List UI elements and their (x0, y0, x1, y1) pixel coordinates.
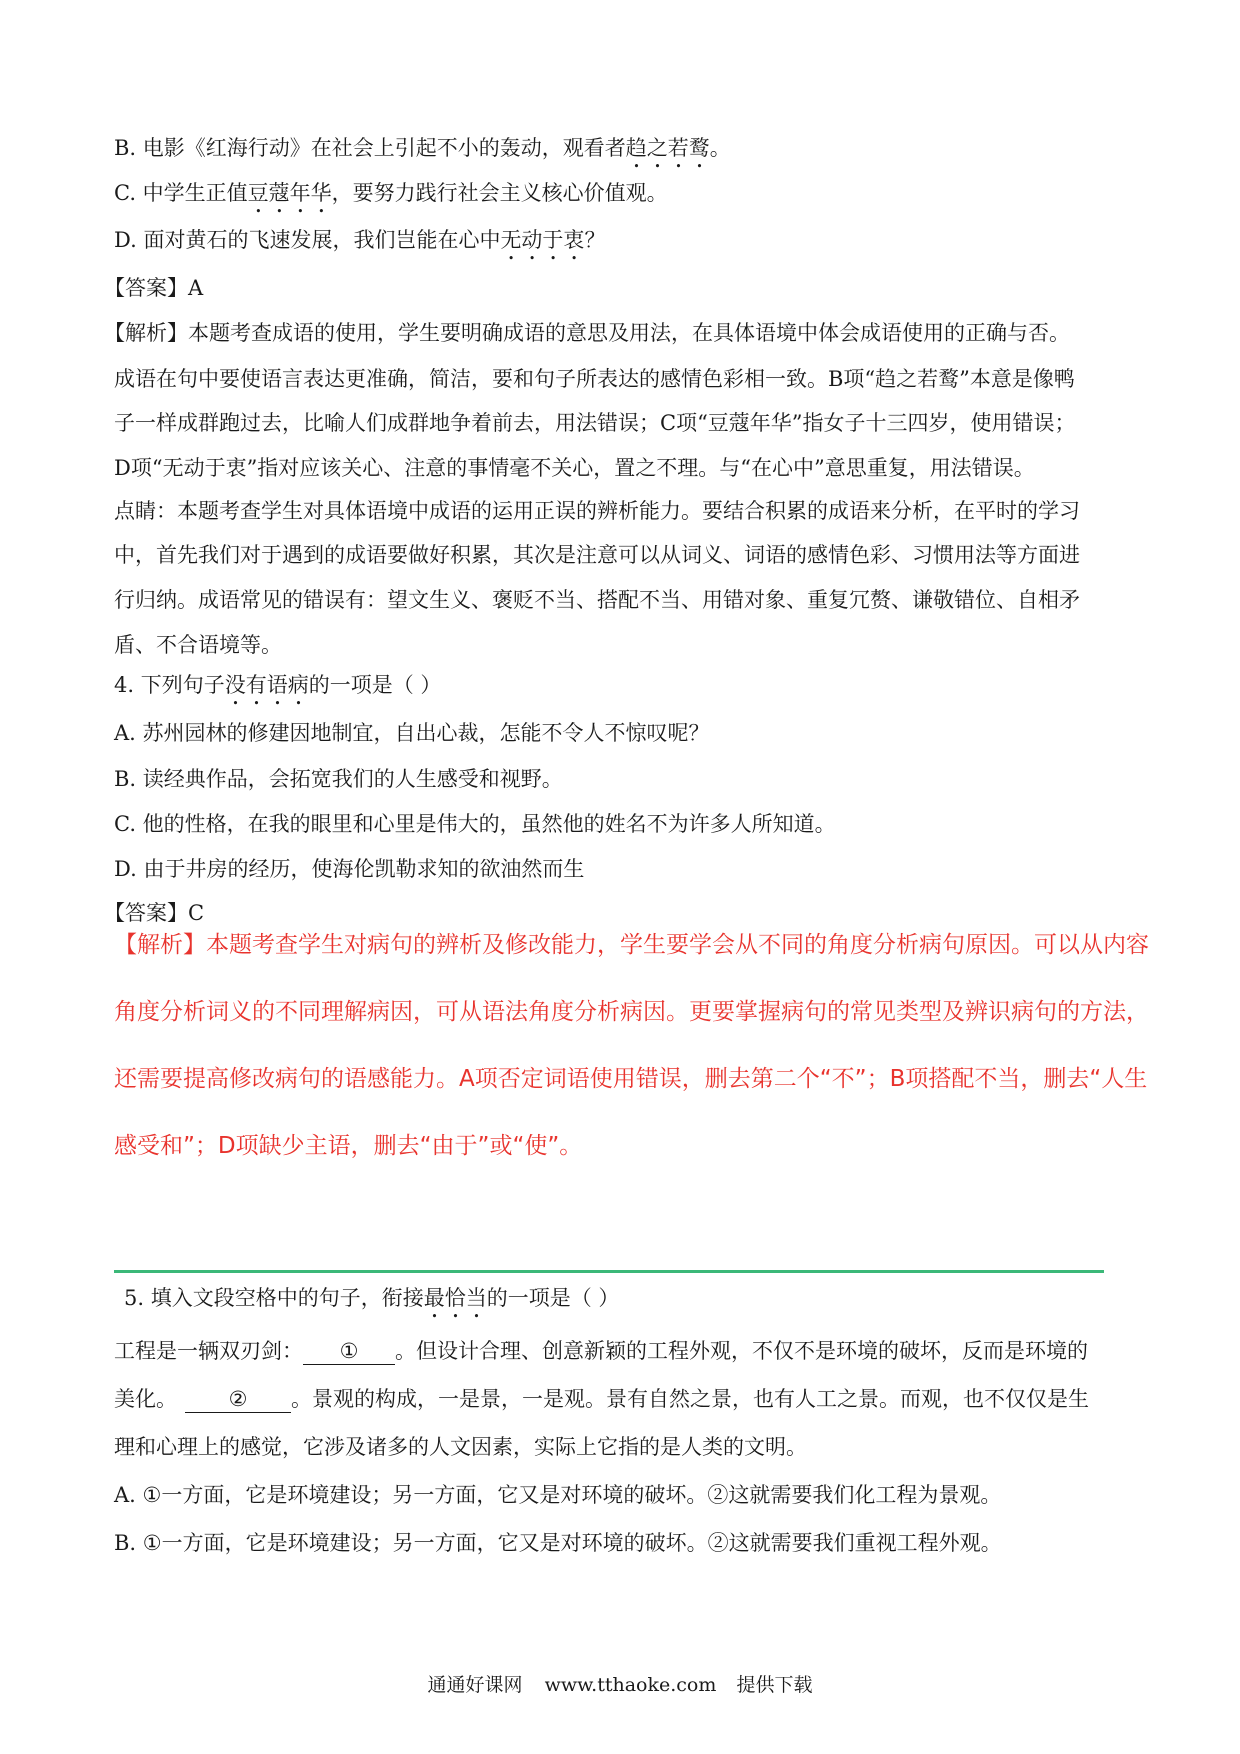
divider-rule (114, 1270, 1104, 1273)
answer-q3: 【答案】A (104, 276, 204, 300)
option-d-q4: D. 由于井房的经历，使海伦凯勒求知的欲油然而生 (114, 857, 585, 881)
emphasis-idiom: 无动于衷 (500, 228, 585, 252)
question-4-stem: 4. 下列句子没有语病的一项是（ ） (114, 673, 442, 697)
analysis-line: 【解析】本题考查学生对病句的辨析及修改能力，学生要学会从不同的角度分析病句原因。可以从内容 (114, 932, 1149, 958)
analysis-line: 中，首先我们对于遇到的成语要做好积累，其次是注意可以从词义、词语的感情色彩、习惯用法等方面进 (114, 543, 1080, 567)
blank-1: ① (303, 1338, 395, 1365)
option-b-q3: B. 电影《红海行动》在社会上引起不小的轰动，观看者趋之若鹜。 (114, 136, 731, 160)
analysis-line: 盾、不合语境等。 (114, 633, 282, 657)
blank-2: ② (185, 1386, 291, 1413)
footer-note: 提供下载 (736, 1674, 813, 1696)
emphasis-phrase: 没有语病 (224, 673, 309, 697)
analysis-line: 感受和”；D项缺少主语，删去“由于”或“使”。 (114, 1133, 583, 1159)
option-d-q3: D. 面对黄石的飞速发展，我们岂能在心中无动于衷？ (114, 228, 606, 252)
question-5-stem: 5. 填入文段空格中的句子，衔接最恰当的一项是（ ） (124, 1286, 620, 1310)
analysis-line: D项“无动于衷”指对应该关心、注意的事情毫不关心，置之不理。与“在心中”意思重复，用法错误。 (114, 456, 1035, 480)
option-b-q4: B. 读经典作品，会拓宽我们的人生感受和视野。 (114, 767, 563, 791)
analysis-line: 点睛：本题考查学生对具体语境中成语的运用正误的辨析能力。要结合积累的成语来分析，在平时的学习 (114, 499, 1080, 523)
page-footer (0, 1670, 1240, 1697)
footer-url[interactable]: www.tthaoke.com (544, 1674, 717, 1696)
option-c-q4: C. 他的性格，在我的眼里和心里是伟大的，虽然他的姓名不为许多人所知道。 (114, 812, 836, 836)
emphasis-phrase: 最恰当 (423, 1286, 487, 1310)
option-c-q3: C. 中学生正值豆蔻年华，要努力践行社会主义核心价值观。 (114, 181, 668, 205)
analysis-line: 角度分析词义的不同理解病因，可从语法角度分析病因。更要掌握病句的常见类型及辨识病句的方法， (114, 999, 1149, 1025)
emphasis-idiom: 豆蔻年华 (247, 181, 332, 205)
answer-q4: 【答案】C (104, 901, 205, 925)
footer-site-name: 通通好课网 (427, 1674, 523, 1696)
option-a-q5: A. ①一方面，它是环境建设；另一方面，它又是对环境的破坏。②这就需要我们化工程为景观。 (114, 1483, 1002, 1507)
analysis-line: 子一样成群跑过去，比喻人们成群地争着前去，用法错误；C项“豆蔻年华”指女子十三四岁，使用错误； (114, 411, 1076, 435)
analysis-q4-red (114, 925, 1149, 1193)
passage-line: 工程是一辆双刃剑： ① 。但设计合理、创意新颖的工程外观，不仅不是环境的破坏，反而是环境的 (114, 1339, 1088, 1363)
analysis-line: 行归纳。成语常见的错误有：望文生义、褒贬不当、搭配不当、用错对象、重复冗赘、谦敬错位、自相矛 (114, 588, 1080, 612)
analysis-line: 成语在句中要使语言表达更准确，简洁，要和句子所表达的感情色彩相一致。B项“趋之若鹜”本意是像鸭 (114, 367, 1075, 391)
option-a-q4: A. 苏州园林的修建因地制宜，自出心裁，怎能不令人不惊叹呢？ (114, 721, 710, 745)
option-b-q5: B. ①一方面，它是环境建设；另一方面，它又是对环境的破坏。②这就需要我们重视工程外观。 (114, 1531, 1002, 1555)
passage-line: 美化。 ② 。景观的构成，一是景，一是观。景有自然之景，也有人工之景。而观，也不仅仅是生 (114, 1387, 1089, 1411)
analysis-line: 还需要提高修改病句的语感能力。A项否定词语使用错误，删去第二个“不”；B项搭配不当，删去“人生 (114, 1066, 1148, 1092)
analysis-line: 【解析】本题考查成语的使用，学生要明确成语的意思及用法，在具体语境中体会成语使用的正确与否。 (104, 321, 1070, 345)
passage-line: 理和心理上的感觉，它涉及诸多的人文因素，实际上它指的是人类的文明。 (114, 1435, 807, 1459)
emphasis-idiom: 趋之若鹜 (625, 136, 710, 160)
